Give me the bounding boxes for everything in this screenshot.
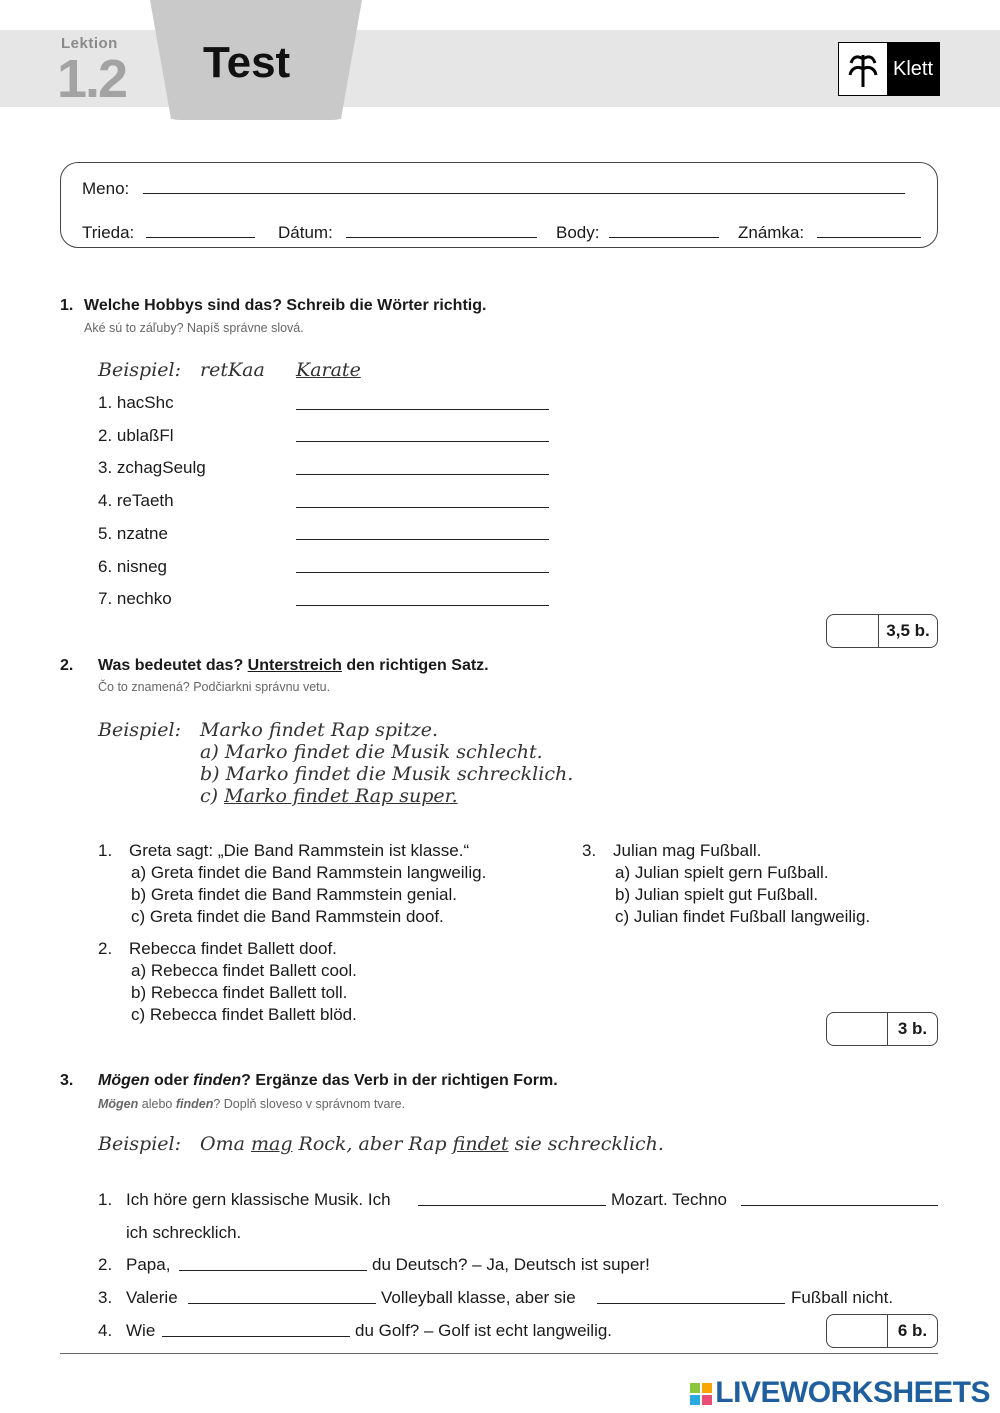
- ex3-s1-part1: Ich höre gern klassische Musik. Ich: [126, 1190, 391, 1209]
- class-field[interactable]: [146, 237, 255, 238]
- ex2-q1-number: 1.: [98, 841, 113, 860]
- ex2-example-label: Beispiel:: [98, 719, 181, 741]
- ex3-s2-blank1[interactable]: [179, 1270, 367, 1271]
- ex3-s1-blank1[interactable]: [418, 1205, 606, 1206]
- ex3-s2-number: 2.: [98, 1255, 113, 1274]
- ex3-example-verb1: mag: [250, 1133, 293, 1155]
- ex1-score-input[interactable]: [827, 615, 879, 647]
- ex2-q3-text: Julian mag Fußball.: [613, 841, 762, 860]
- ex3-s3-part2: Volleyball klasse, aber sie: [381, 1288, 576, 1307]
- ex1-item-2: 2. ublaßFl: [98, 426, 174, 445]
- ex1-answer-6[interactable]: [296, 572, 549, 573]
- ex2-example-b: b) Marko findet die Musik schrecklich.: [200, 763, 574, 785]
- ex3-example-sentence: [200, 1133, 664, 1155]
- ex2-title-pre: Was bedeutet das?: [98, 657, 244, 674]
- ex1-item-4: 4. reTaeth: [98, 491, 174, 510]
- klett-logo: [838, 42, 940, 96]
- ex2-example-a: a) Marko findet die Musik schlecht.: [200, 741, 543, 763]
- ex3-s3-blank2[interactable]: [597, 1303, 785, 1304]
- ex3-s2-part2: du Deutsch? – Ja, Deutsch ist super!: [372, 1255, 650, 1274]
- ex2-number: 2.: [60, 657, 74, 674]
- ex2-score-box: [826, 1012, 938, 1046]
- ex2-score-input[interactable]: [827, 1013, 888, 1045]
- ex2-q2-option-c[interactable]: c) Rebecca findet Ballett blöd.: [131, 1005, 357, 1024]
- ex2-q3-number: 3.: [582, 841, 597, 860]
- ex1-answer-2[interactable]: [296, 441, 549, 442]
- ex2-q2-text: Rebecca findet Ballett doof.: [129, 939, 337, 958]
- ex2-q1-option-b[interactable]: b) Greta findet die Band Rammstein genial.: [131, 885, 458, 904]
- ex3-s4-blank1[interactable]: [162, 1336, 350, 1337]
- ex3-title-rest: ? Ergänze das Verb in der richtigen Form.: [241, 1072, 558, 1089]
- ex3-sub-verb2: finden: [175, 1097, 214, 1111]
- ex3-s4-number: 4.: [98, 1321, 113, 1340]
- ex2-title: [98, 657, 489, 675]
- ex3-subtitle: [98, 1097, 405, 1111]
- ex3-score-input[interactable]: [827, 1315, 888, 1347]
- ex3-s1-number: 1.: [98, 1190, 113, 1209]
- ex3-example-part3: sie schrecklich.: [514, 1133, 664, 1155]
- ex2-q3-option-b[interactable]: b) Julian spielt gut Fußball.: [615, 885, 819, 904]
- ex3-s4-part1: Wie: [126, 1321, 156, 1340]
- class-label: Trieda:: [82, 223, 135, 242]
- ex1-answer-4[interactable]: [296, 507, 549, 508]
- ex2-example-sentence: Marko findet Rap spitze.: [200, 719, 439, 741]
- footer-divider: [60, 1353, 938, 1354]
- ex1-item-1: 1. hacShc: [98, 393, 174, 412]
- ex1-item-7: 7. nechko: [98, 589, 172, 608]
- klett-plant-icon: [839, 43, 887, 95]
- grade-label: Známka:: [738, 223, 805, 242]
- ex2-q2-option-b[interactable]: b) Rebecca findet Ballett toll.: [131, 983, 348, 1002]
- page-title: Test: [203, 38, 291, 87]
- ex2-q2-option-a[interactable]: a) Rebecca findet Ballett cool.: [131, 961, 357, 980]
- ex1-answer-1[interactable]: [296, 409, 549, 410]
- ex3-title-oder: oder: [154, 1072, 189, 1089]
- ex1-answer-5[interactable]: [296, 539, 549, 540]
- ex2-q3-option-a[interactable]: a) Julian spielt gern Fußball.: [615, 863, 829, 882]
- ex3-s3-part3: Fußball nicht.: [791, 1288, 894, 1307]
- grade-field[interactable]: [817, 237, 921, 238]
- ex3-s3-number: 3.: [98, 1288, 113, 1307]
- ex2-subtitle: Čo to znamená? Podčiarkni správnu vetu.: [98, 680, 331, 694]
- ex3-number: 3.: [60, 1072, 74, 1089]
- ex3-title-verb1: Mögen: [98, 1072, 150, 1089]
- ex1-item-5: 5. nzatne: [98, 524, 168, 543]
- student-info-box: [60, 162, 938, 248]
- ex2-q3-option-c[interactable]: c) Julian findet Fußball langweilig.: [615, 907, 871, 926]
- ex1-answer-7[interactable]: [296, 605, 549, 606]
- ex2-title-underlined: Unterstreich: [247, 657, 342, 674]
- ex3-title-verb2: finden: [193, 1072, 242, 1089]
- ex3-example-label: Beispiel:: [98, 1133, 181, 1155]
- ex3-score-box: [826, 1314, 938, 1348]
- ex3-sub-rest: ? Doplň sloveso v správnom tvare.: [213, 1097, 406, 1111]
- ex1-example-answer: Karate: [296, 359, 361, 381]
- ex2-example-c: [200, 785, 458, 807]
- ex2-q1-option-a[interactable]: a) Greta findet die Band Rammstein langweilig.: [131, 863, 487, 882]
- ex1-number: 1.: [60, 297, 74, 314]
- ex2-title-post: den richtigen Satz.: [346, 657, 489, 674]
- ex1-subtitle: Aké sú to záľuby? Napíš správne slová.: [84, 321, 304, 335]
- ex3-score-points: 6 b.: [897, 1321, 928, 1340]
- name-label: Meno:: [82, 179, 130, 198]
- ex1-title: Welche Hobbys sind das? Schreib die Wörter richtig.: [84, 297, 487, 314]
- ex2-example-c-prefix: c): [200, 785, 219, 807]
- ex3-s2-part1: Papa,: [126, 1255, 171, 1274]
- ex3-title: [98, 1072, 558, 1090]
- ex1-answer-3[interactable]: [296, 474, 549, 475]
- ex2-q2-number: 2.: [98, 939, 113, 958]
- name-field[interactable]: [143, 193, 905, 194]
- ex2-score-points: 3 b.: [897, 1019, 928, 1038]
- ex1-item-6: 6. nisneg: [98, 557, 167, 576]
- ex1-score-box: [826, 614, 938, 648]
- points-field[interactable]: [609, 237, 719, 238]
- ex3-sub-alebo: alebo: [141, 1097, 173, 1111]
- ex3-sub-verb1: Mögen: [98, 1097, 139, 1111]
- lektion-label: Lektion: [61, 35, 118, 52]
- liveworksheets-logo-icon: [690, 1379, 712, 1401]
- points-label: Body:: [556, 223, 600, 242]
- liveworksheets-watermark: [690, 1376, 990, 1410]
- ex1-example-label: Beispiel:: [98, 359, 181, 381]
- ex3-s1-blank2[interactable]: [741, 1205, 938, 1206]
- ex1-score-points: 3,5 b.: [886, 621, 930, 640]
- ex2-q1-option-c[interactable]: c) Greta findet die Band Rammstein doof.: [131, 907, 444, 926]
- ex3-s3-part1: Valerie: [126, 1288, 178, 1307]
- ex1-example-word: retKaa: [200, 359, 265, 381]
- klett-brand-text: Klett: [887, 43, 939, 95]
- ex2-q1-text: Greta sagt: „Die Band Rammstein ist klasse.“: [129, 841, 470, 860]
- ex3-example-part1: Oma: [200, 1133, 245, 1155]
- lektion-number: 1.2: [57, 49, 127, 109]
- ex3-s1-part3: ich schrecklich.: [126, 1223, 242, 1242]
- ex3-example-verb2: findet: [452, 1133, 509, 1155]
- ex3-s4-part2: du Golf? – Golf ist echt langweilig.: [355, 1321, 613, 1340]
- liveworksheets-text: LIVEWORKSHEETS: [715, 1376, 990, 1409]
- ex3-s3-blank1[interactable]: [188, 1303, 376, 1304]
- ex2-example-c-text: Marko findet Rap super.: [224, 785, 458, 807]
- date-label: Dátum:: [278, 223, 333, 242]
- ex1-item-3: 3. zchagSeulg: [98, 458, 206, 477]
- ex3-s1-part2: Mozart. Techno: [611, 1190, 727, 1209]
- ex3-example-part2: Rock, aber Rap: [298, 1133, 447, 1155]
- date-field[interactable]: [346, 237, 537, 238]
